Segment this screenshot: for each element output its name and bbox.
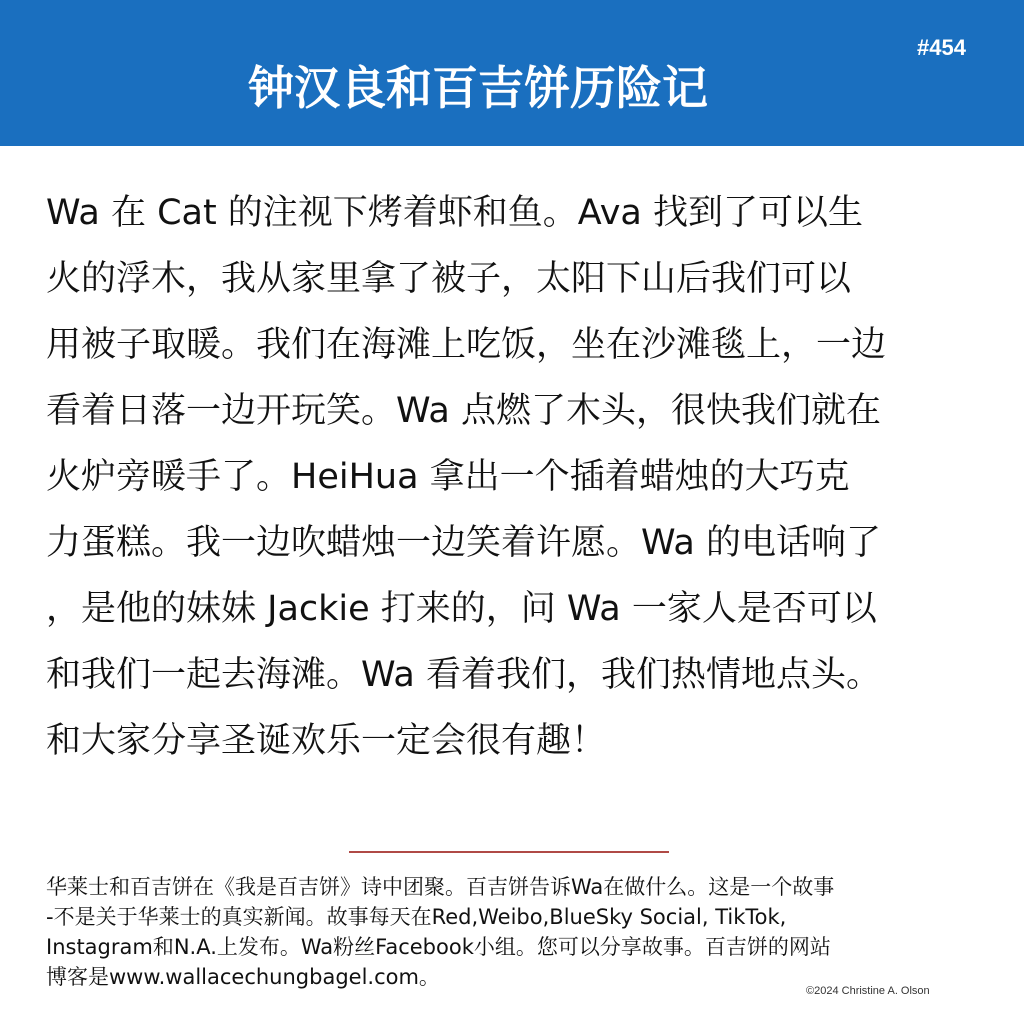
footer-line: 博客是www.wallacechungbagel.com。 bbox=[46, 965, 440, 989]
footer-note bbox=[46, 872, 986, 992]
copyright-notice: ©2024 Christine A. Olson bbox=[806, 985, 930, 997]
story-line: 用被子取暖。我们在海滩上吃饭，坐在沙滩毯上，一边 bbox=[46, 325, 887, 365]
issue-number: #454 bbox=[917, 35, 966, 60]
footer-line: 华莱士和百吉饼在《我是百吉饼》诗中团聚。百吉饼告诉Wa在做什么。这是一个故事 bbox=[46, 875, 835, 899]
story-line: 和大家分享圣诞欢乐一定会很有趣！ bbox=[46, 721, 607, 761]
section-divider bbox=[349, 851, 669, 853]
header-banner bbox=[0, 0, 1024, 146]
story-line: Wa 在 Cat 的注视下烤着虾和鱼。Ava 找到了可以生 bbox=[46, 193, 863, 233]
story-line: 火的浮木，我从家里拿了被子，太阳下山后我们可以 bbox=[46, 259, 852, 299]
story-line: 火炉旁暖手了。HeiHua 拿出一个插着蜡烛的大巧克 bbox=[46, 457, 850, 497]
footer-line: Instagram和N.A.上发布。Wa粉丝Facebook小组。您可以分享故事。百吉饼的网站 bbox=[46, 935, 831, 959]
story-line: 和我们一起去海滩。Wa 看着我们，我们热情地点头。 bbox=[46, 655, 881, 695]
story-line: 力蛋糕。我一边吹蜡烛一边笑着许愿。Wa 的电话响了 bbox=[46, 523, 881, 563]
story-text bbox=[46, 180, 978, 774]
footer-line: -不是关于华莱士的真实新闻。故事每天在Red,Weibo,BlueSky Social, TikTok, bbox=[46, 905, 787, 929]
story-line: 看着日落一边开玩笑。Wa 点燃了木头，很快我们就在 bbox=[46, 391, 881, 431]
page-title: 钟汉良和百吉饼历险记 bbox=[248, 61, 708, 115]
story-line: ，是他的妹妹 Jackie 打来的，问 Wa 一家人是否可以 bbox=[46, 589, 877, 629]
